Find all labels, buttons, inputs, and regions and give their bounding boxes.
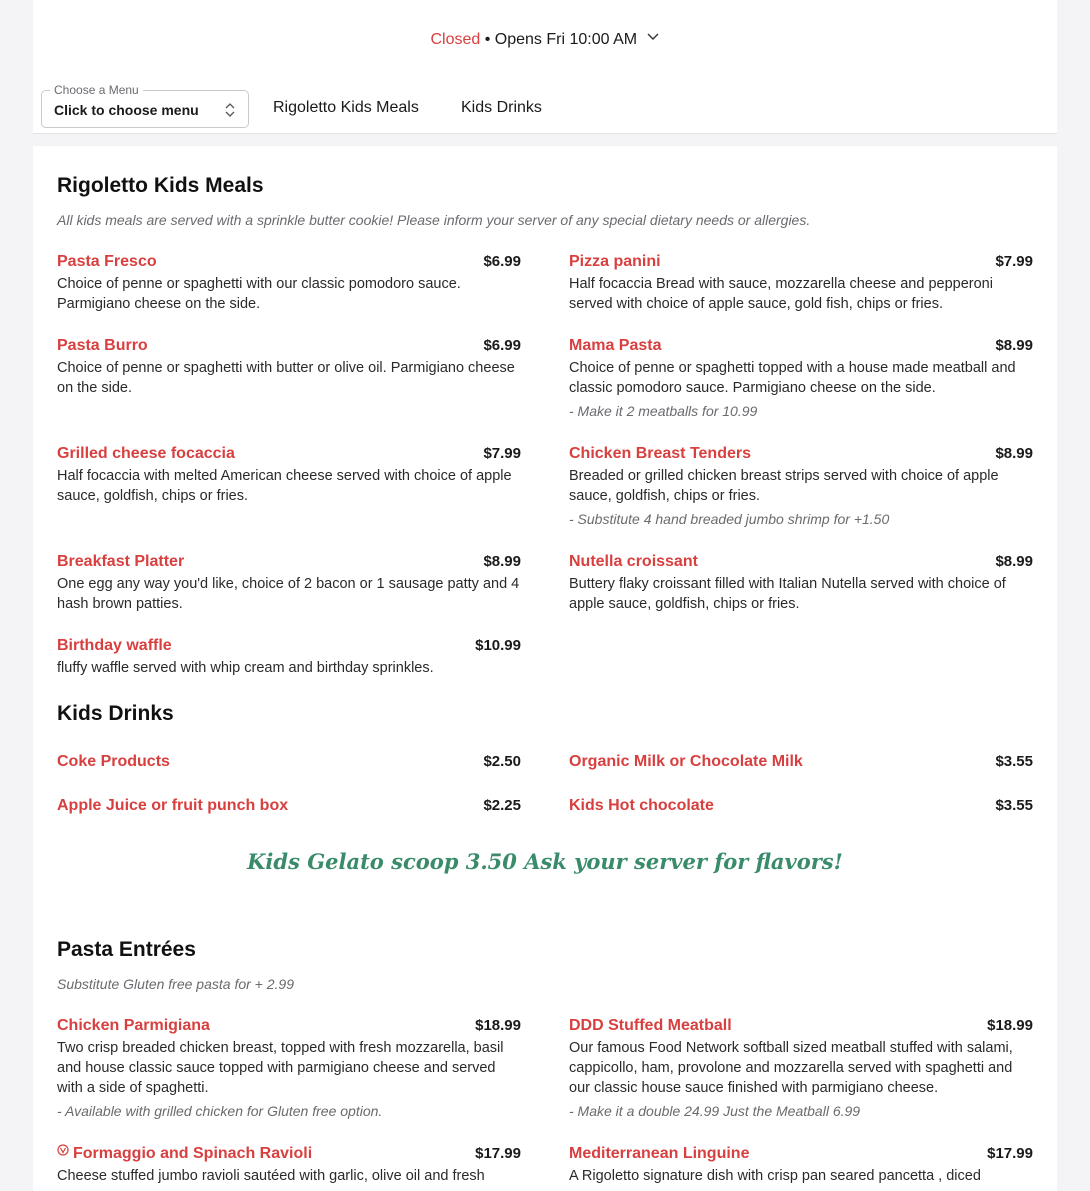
item-price: $2.25 — [483, 797, 521, 814]
item-name: DDD Stuffed Meatball — [569, 1017, 732, 1034]
menu-item[interactable] — [57, 252, 521, 314]
chevron-down-icon[interactable] — [646, 27, 660, 49]
menu-item[interactable] — [569, 796, 1033, 816]
menu-item[interactable] — [569, 1144, 1033, 1186]
item-description: Half focaccia Bread with sauce, mozzarella cheese and pepperoni served with choice of apple sauce, gold fish, chips or fries. — [569, 276, 993, 312]
choose-menu-label: Choose a Menu — [50, 82, 143, 98]
tab-kids-drinks[interactable]: Kids Drinks — [461, 99, 542, 116]
menu-item[interactable] — [569, 752, 1033, 772]
opens-text: Opens Fri 10:00 AM — [494, 31, 638, 48]
item-description: fluffy waffle served with whip cream and birthday sprinkles. — [57, 660, 434, 676]
menu-item[interactable] — [57, 1144, 521, 1186]
item-name: Kids Hot chocolate — [569, 797, 714, 814]
status-separator: • — [484, 31, 491, 48]
closed-label: Closed — [430, 31, 481, 48]
menu-item[interactable] — [57, 1016, 521, 1120]
item-description: Cheese stuffed jumbo ravioli sautéed with garlic, olive oil and fresh — [57, 1168, 485, 1184]
item-name: Chicken Breast Tenders — [569, 445, 751, 462]
menu-item[interactable] — [57, 752, 521, 772]
menu-item[interactable] — [569, 1016, 1033, 1120]
item-name: Apple Juice or fruit punch box — [57, 797, 289, 814]
item-description: Two crisp breaded chicken breast, topped with fresh mozzarella, basil and house classic sauce topped with parmigiano cheese and served with a side of spaghetti. — [57, 1040, 504, 1096]
item-name: Breakfast Platter — [57, 553, 185, 570]
item-description: Choice of penne or spaghetti topped with a house made meatball and classic pomodoro sauce. Parmigiano cheese on the side. — [569, 360, 1016, 396]
item-price: $18.99 — [475, 1017, 521, 1034]
item-price: $17.99 — [987, 1145, 1033, 1162]
item-name: Birthday waffle — [57, 637, 172, 654]
item-price: $2.50 — [483, 753, 521, 770]
menu-item[interactable] — [57, 552, 521, 614]
item-price: $8.99 — [483, 553, 521, 570]
item-name: Pasta Fresco — [57, 253, 157, 270]
item-option: - Available with grilled chicken for Gluten free option. — [57, 1103, 383, 1119]
item-description: Choice of penne or spaghetti with our classic pomodoro sauce. Parmigiano cheese on the side. — [57, 276, 461, 312]
item-price: $6.99 — [483, 337, 521, 354]
vegetarian-icon — [57, 1143, 69, 1161]
item-description: Choice of penne or spaghetti with butter or olive oil. Parmigiano cheese on the side. — [57, 360, 515, 396]
item-name: Mediterranean Linguine — [569, 1145, 750, 1162]
menu-item[interactable] — [569, 336, 1033, 420]
menu-header — [33, 0, 1057, 134]
section-title-pasta: Pasta Entrées — [57, 938, 196, 961]
item-description: Buttery flaky croissant filled with Italian Nutella served with choice of apple sauce, goldfish, chips or fries. — [569, 576, 1006, 612]
item-price: $8.99 — [995, 553, 1033, 570]
item-name: Chicken Parmigiana — [57, 1017, 210, 1034]
item-price: $17.99 — [475, 1145, 521, 1162]
item-option: - Make it a double 24.99 Just the Meatball 6.99 — [569, 1103, 861, 1119]
menu-item[interactable] — [569, 444, 1033, 528]
item-description: Breaded or grilled chicken breast strips served with choice of apple sauce, goldfish, chips or fries. — [569, 468, 999, 504]
item-price: $10.99 — [475, 637, 521, 654]
item-name: Organic Milk or Chocolate Milk — [569, 753, 803, 770]
section-note-kids-meals: All kids meals are served with a sprinkle butter cookie! Please inform your server of any special dietary needs or allergies. — [57, 212, 811, 228]
menu-item[interactable] — [57, 796, 521, 816]
menu-item[interactable] — [57, 336, 521, 398]
item-price: $3.55 — [995, 797, 1033, 814]
item-price: $7.99 — [483, 445, 521, 462]
item-option: - Substitute 4 hand breaded jumbo shrimp for +1.50 — [569, 511, 890, 527]
section-title-kids-drinks: Kids Drinks — [57, 702, 174, 725]
item-name: Formaggio and Spinach Ravioli — [73, 1145, 313, 1162]
item-price: $6.99 — [483, 253, 521, 270]
item-description: One egg any way you'd like, choice of 2 bacon or 1 sausage patty and 4 hash brown patties. — [57, 576, 520, 612]
item-option: - Make it 2 meatballs for 10.99 — [569, 403, 758, 419]
item-name: Nutella croissant — [569, 553, 698, 570]
choose-menu-value: Click to choose menu — [54, 102, 199, 118]
menu-item[interactable] — [57, 636, 521, 678]
tab-kids-meals[interactable]: Rigoletto Kids Meals — [273, 99, 419, 116]
gelato-banner: Kids Gelato scoop 3.50 Ask your server for flavors! — [247, 849, 843, 874]
up-down-arrows-icon — [224, 101, 236, 124]
hours-status[interactable] — [33, 29, 1057, 51]
menu-item[interactable] — [569, 252, 1033, 314]
item-price: $18.99 — [987, 1017, 1033, 1034]
menu-content — [33, 146, 1057, 1191]
item-name: Coke Products — [57, 753, 170, 770]
item-description: Half focaccia with melted American cheese served with choice of apple sauce, goldfish, chips or fries. — [57, 468, 512, 504]
section-note-pasta: Substitute Gluten free pasta for + 2.99 — [57, 976, 294, 992]
item-name: Pizza panini — [569, 253, 661, 270]
item-price: $7.99 — [995, 253, 1033, 270]
item-price: $3.55 — [995, 753, 1033, 770]
menu-item[interactable] — [569, 552, 1033, 614]
item-name: Mama Pasta — [569, 337, 662, 354]
choose-menu-select[interactable] — [41, 83, 249, 128]
item-description: A Rigoletto signature dish with crisp pan seared pancetta , diced — [569, 1168, 981, 1184]
section-title-kids-meals: Rigoletto Kids Meals — [57, 174, 264, 197]
item-price: $8.99 — [995, 337, 1033, 354]
item-name: Pasta Burro — [57, 337, 148, 354]
menu-item[interactable] — [57, 444, 521, 506]
item-description: Our famous Food Network softball sized meatball stuffed with salami, cappicollo, ham, provolone and mozzarella served with spaghetti and our classic house sauce finished with parmigiano cheese. — [569, 1040, 1013, 1096]
item-name: Grilled cheese focaccia — [57, 445, 235, 462]
item-price: $8.99 — [995, 445, 1033, 462]
